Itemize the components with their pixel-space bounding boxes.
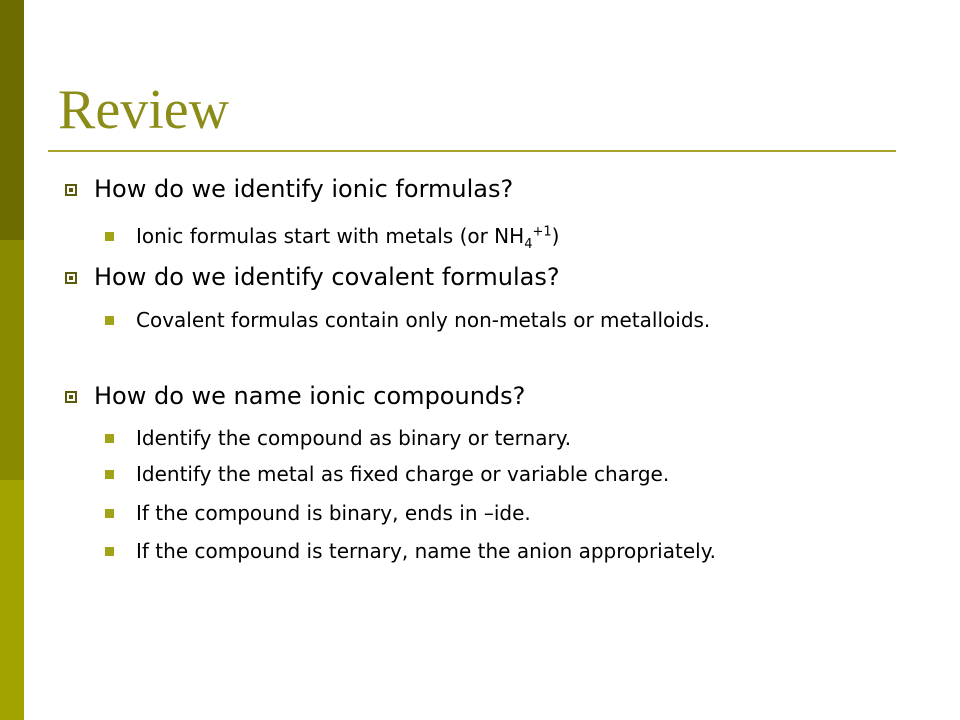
question-ionic-formulas bbox=[94, 174, 513, 204]
step-binary-or-ternary bbox=[136, 422, 856, 454]
square-bullet-icon bbox=[65, 272, 77, 284]
bullet-text: If the compound is ternary, name the anion appropriately. bbox=[136, 539, 717, 563]
small-square-bullet-icon bbox=[105, 232, 114, 241]
slide-title: Review bbox=[58, 79, 230, 141]
bullet-text: How do we identify covalent formulas? bbox=[94, 263, 560, 291]
bullet-text: How do we name ionic compounds? bbox=[94, 382, 526, 410]
bullet-text: How do we identify ionic formulas? bbox=[94, 175, 514, 203]
small-square-bullet-icon bbox=[105, 547, 114, 556]
question-name-ionic-compounds bbox=[94, 381, 525, 411]
superscript-text: +1 bbox=[532, 224, 552, 240]
subscript-text: 4 bbox=[524, 237, 533, 252]
answer-ionic-formulas bbox=[136, 220, 856, 252]
small-square-bullet-icon bbox=[105, 470, 114, 479]
square-bullet-icon bbox=[65, 184, 77, 196]
bullet-text-end: ) bbox=[551, 224, 560, 248]
step-metal-charge bbox=[136, 458, 856, 490]
bullet-text: Ionic formulas start with metals (or NH bbox=[136, 224, 525, 248]
question-covalent-formulas bbox=[94, 262, 560, 292]
bullet-text: Covalent formulas contain only non-metals or metalloids. bbox=[136, 308, 711, 332]
step-binary-ide bbox=[136, 497, 856, 529]
small-square-bullet-icon bbox=[105, 509, 114, 518]
step-ternary-anion bbox=[136, 535, 776, 567]
answer-covalent-formulas bbox=[136, 304, 776, 336]
bullet-text: Identify the metal as fixed charge or variable charge. bbox=[136, 462, 670, 486]
bullet-text: If the compound is binary, ends in –ide. bbox=[136, 501, 531, 525]
small-square-bullet-icon bbox=[105, 316, 114, 325]
square-bullet-icon bbox=[65, 391, 77, 403]
bullet-text: Identify the compound as binary or ternary. bbox=[136, 426, 572, 450]
small-square-bullet-icon bbox=[105, 434, 114, 443]
